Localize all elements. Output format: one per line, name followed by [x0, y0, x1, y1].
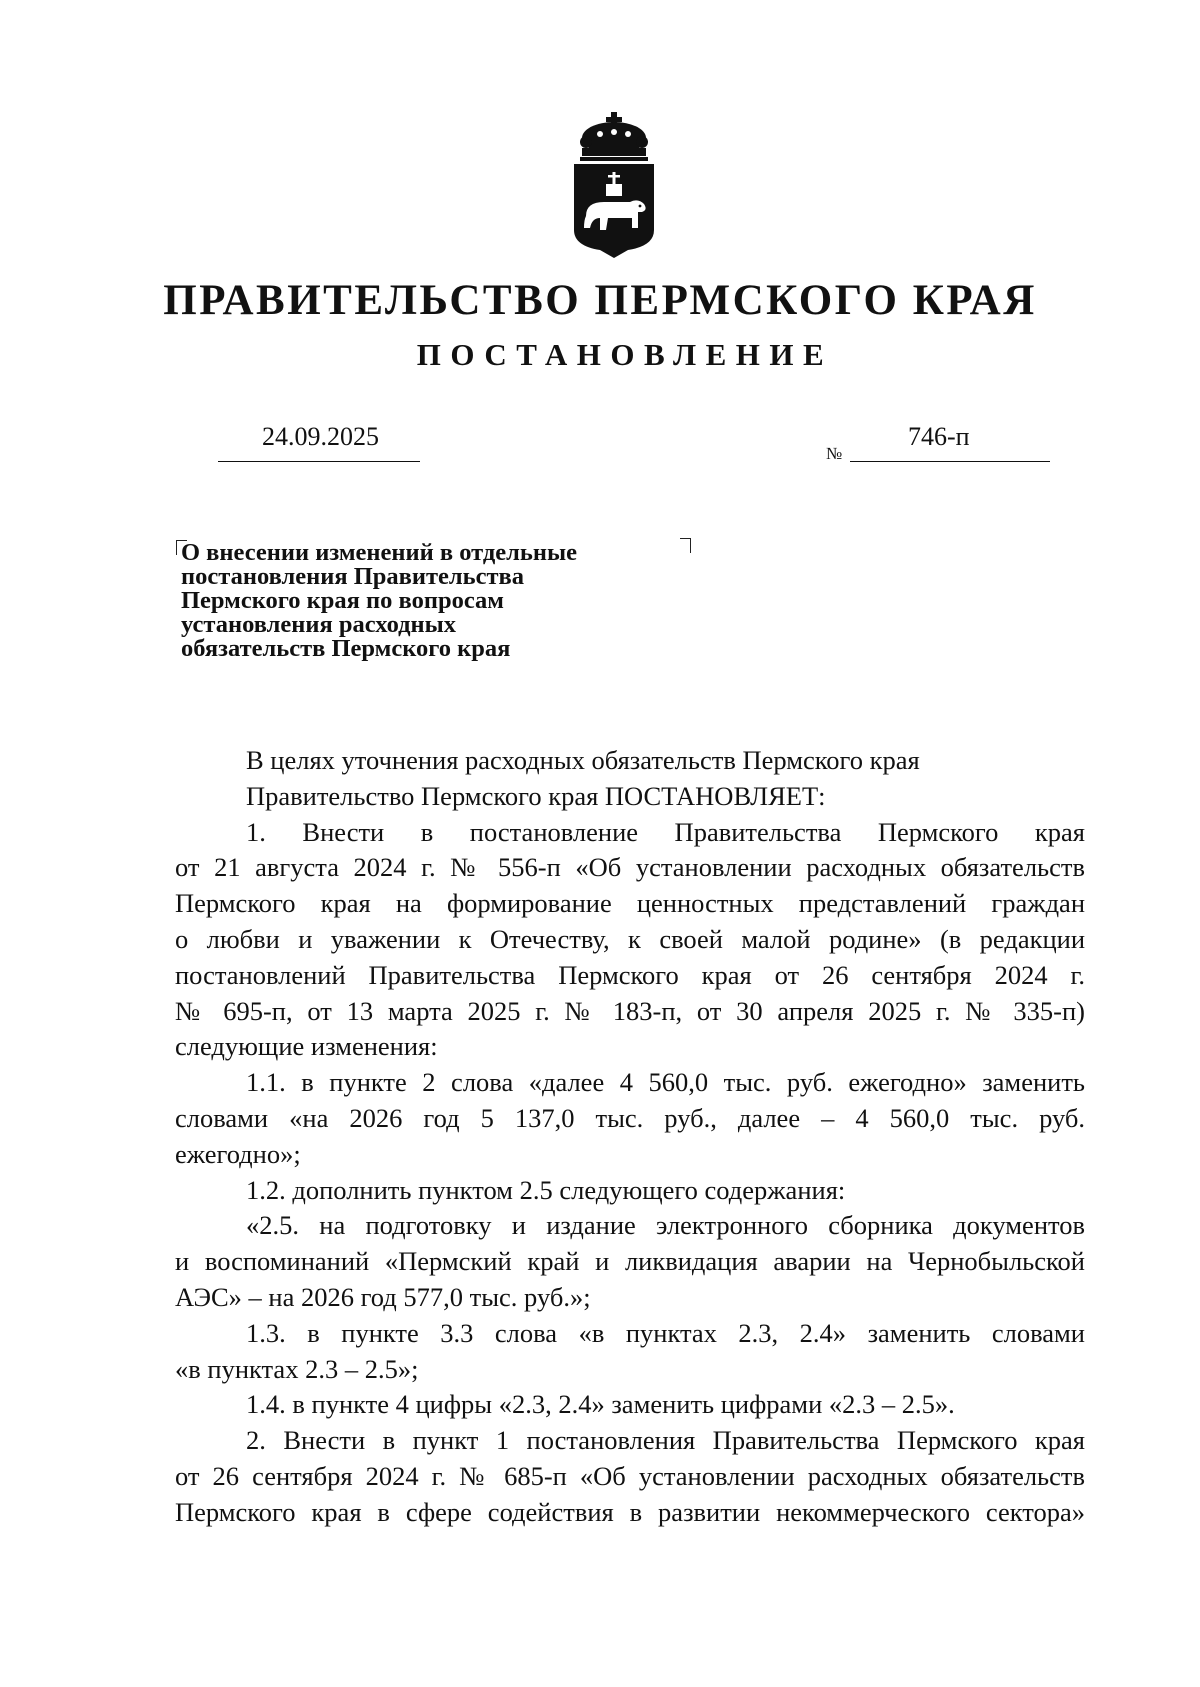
government-title: ПРАВИТЕЛЬСТВО ПЕРМСКОГО КРАЯ: [163, 277, 1037, 324]
document-number: 746-п: [908, 422, 970, 451]
subject-bracket-right: [680, 538, 691, 553]
number-underline: [850, 461, 1050, 462]
body-line: от 26 сентября 2024 г. № 685-п «Об установлении расходных обязательств: [175, 1460, 1085, 1491]
body-line: «2.5. на подготовку и издание электронного сборника документов: [246, 1210, 1085, 1241]
subject-line: постановления Правительства: [181, 563, 524, 590]
document-type: ПОСТАНОВЛЕНИЕ: [416, 337, 834, 372]
body-line: следующие изменения:: [175, 1031, 438, 1062]
subject-line: обязательств Пермского края: [181, 635, 511, 662]
body-line: ежегодно»;: [175, 1138, 301, 1169]
number-sign: №: [826, 444, 843, 463]
body-line: словами «на 2026 год 5 137,0 тыс. руб., далее – 4 560,0 тыс. руб.: [175, 1102, 1085, 1133]
document-body: [175, 743, 1085, 1531]
body-line: 1.1. в пункте 2 слова «далее 4 560,0 тыс. руб. ежегодно» заменить: [246, 1067, 1085, 1098]
subject-line: Пермского края по вопросам: [181, 587, 504, 614]
body-line: 2. Внести в пункт 1 постановления Правительства Пермского края: [246, 1425, 1085, 1456]
body-line: В целях уточнения расходных обязательств Пермского края: [246, 745, 920, 775]
body-line: Правительство Пермского края ПОСТАНОВЛЯЕТ:: [246, 780, 826, 811]
document-subject: [181, 541, 651, 661]
body-line: 1.3. в пункте 3.3 слова «в пунктах 2.3, 2.4» заменить словами: [246, 1317, 1085, 1348]
body-line: от 21 августа 2024 г. № 556-п «Об установлении расходных обязательств: [175, 852, 1085, 883]
body-line: 1.4. в пункте 4 цифры «2.3, 2.4» заменить цифрами «2.3 – 2.5».: [246, 1389, 955, 1420]
body-line: 1. Внести в постановление Правительства Пермского края: [246, 816, 1085, 847]
body-line: «в пунктах 2.3 – 2.5»;: [175, 1353, 419, 1384]
date-underline: [218, 461, 420, 462]
body-line: 1.2. дополнить пунктом 2.5 следующего содержания:: [246, 1174, 846, 1205]
body-line: Пермского края на формирование ценностных представлений граждан: [175, 888, 1085, 919]
body-line: о любви и уважении к Отечеству, к своей малой родине» (в редакции: [175, 923, 1085, 954]
body-line: и воспоминаний «Пермский край и ликвидация аварии на Чернобыльской: [175, 1246, 1085, 1277]
body-line: постановлений Правительства Пермского края от 26 сентября 2024 г.: [175, 959, 1085, 990]
body-line: Пермского края в сфере содействия в развитии некоммерческого сектора»: [175, 1496, 1085, 1527]
document-date: 24.09.2025: [262, 422, 379, 451]
subject-line: О внесении изменений в отдельные: [181, 539, 577, 566]
body-line: АЭС» – на 2026 год 577,0 тыс. руб.»;: [175, 1281, 591, 1312]
body-line: № 695-п, от 13 марта 2025 г. № 183-п, от 30 апреля 2025 г. № 335-п): [175, 995, 1085, 1026]
subject-line: установления расходных: [181, 611, 457, 638]
coat-of-arms-icon: [568, 112, 660, 260]
